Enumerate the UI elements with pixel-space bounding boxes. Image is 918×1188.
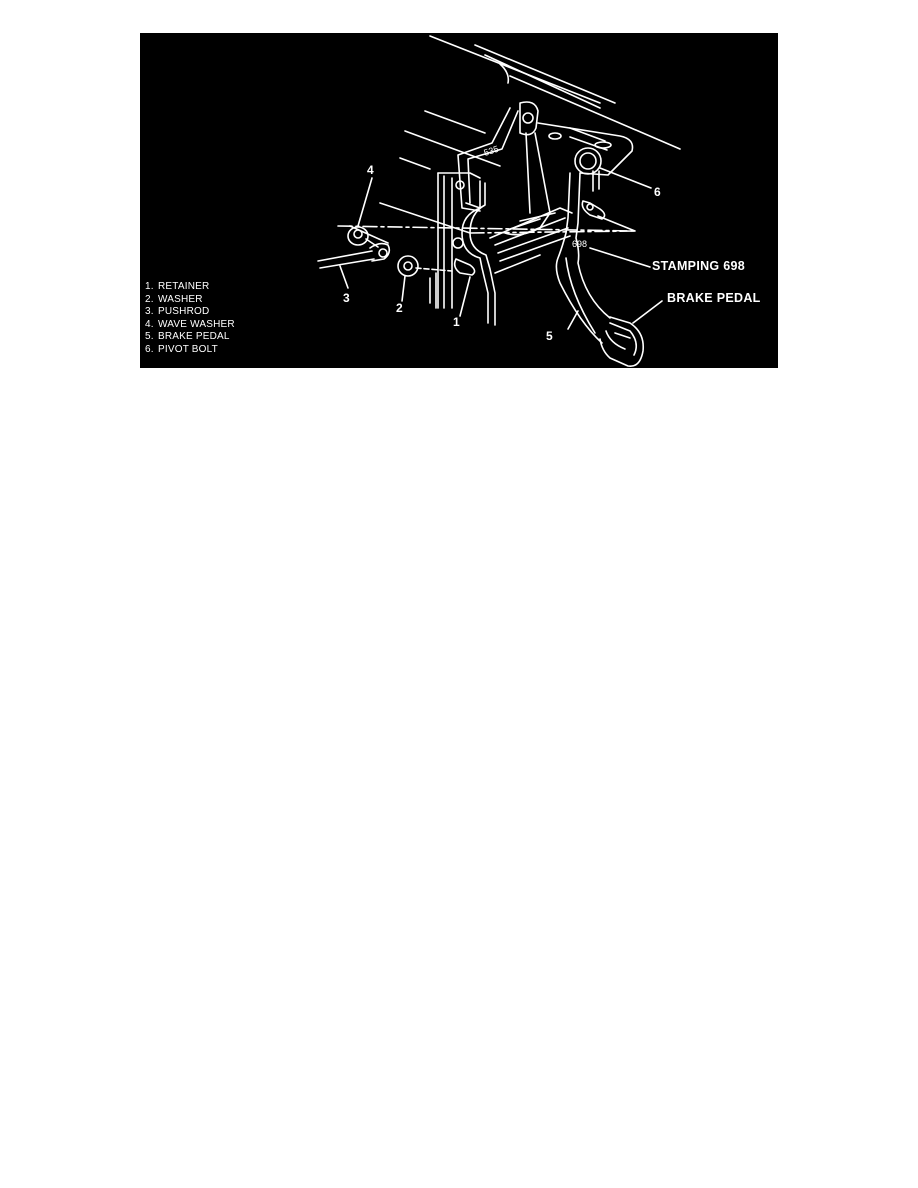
legend-item-brake-pedal: 5. BRAKE PEDAL <box>145 331 230 343</box>
leader-lines <box>340 168 662 329</box>
pivot-bolt-head <box>575 148 601 174</box>
legend-item-pivot-bolt: 6. PIVOT BOLT <box>145 343 218 355</box>
pivot-tube <box>490 201 605 273</box>
callout-1: 1 <box>453 315 460 329</box>
washer-part <box>398 256 418 276</box>
legend-item-wave-washer: 4. WAVE WASHER <box>145 318 235 330</box>
callout-2: 2 <box>396 301 403 315</box>
firewall-bracket <box>430 173 495 325</box>
callout-stamping-698: STAMPING 698 <box>652 259 745 273</box>
wave-washer-part <box>348 227 368 245</box>
axis-line <box>598 216 635 231</box>
bracket-stamp-text: 535 <box>482 143 500 158</box>
callout-6: 6 <box>654 185 661 199</box>
parts-legend <box>145 281 235 357</box>
callout-brake-pedal: BRAKE PEDAL <box>667 291 761 305</box>
legend-item-washer: 2. WASHER <box>145 293 203 305</box>
dash-panel-lines <box>350 36 680 243</box>
callout-3: 3 <box>343 291 350 305</box>
legend-item-pushrod: 3. PUSHROD <box>145 306 210 318</box>
pedal-stamp-text: 698 <box>572 239 588 249</box>
callout-4: 4 <box>367 163 374 177</box>
brake-pedal-arm <box>556 173 643 366</box>
center-axis-lines <box>338 226 635 233</box>
legend-item-retainer: 1. RETAINER <box>145 281 210 292</box>
brake-pedal-diagram <box>140 33 778 368</box>
callout-5: 5 <box>546 329 553 343</box>
